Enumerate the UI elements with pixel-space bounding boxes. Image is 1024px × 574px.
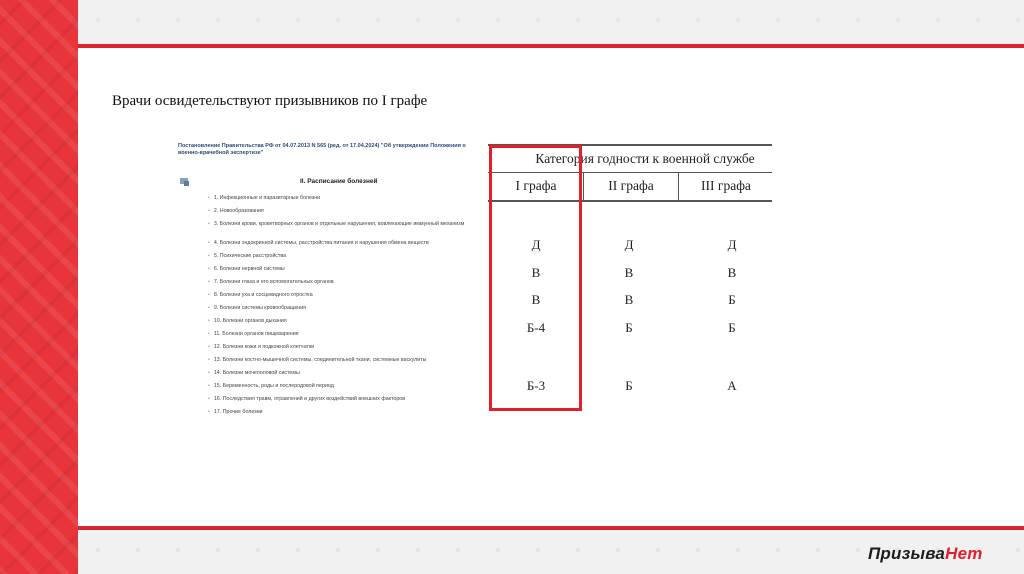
table-col-divider: [583, 172, 584, 200]
table-col-divider: [678, 172, 679, 200]
table-cell: Б: [625, 378, 633, 393]
table-cell: В: [531, 265, 541, 280]
list-item[interactable]: • 13. Болезни костно-мышечной системы, соединительной ткани, системные васкулиты: [208, 357, 427, 363]
list-item[interactable]: • 1. Инфекционные и паразитарные болезни: [208, 195, 321, 201]
list-item[interactable]: • 4. Болезни эндокринной системы, расстройства питания и нарушения обмена веществ: [208, 240, 429, 246]
document-heading: Постановление Правительства РФ от 04.07.2013 N 565 (ред. от 17.04.2024) "Об утверждении Положения о военно-врачебной экспертизе": [178, 143, 466, 156]
slide-title: Врачи освидетельствуют призывников по I графе: [112, 93, 428, 109]
highlight-frame: [489, 145, 582, 411]
list-item[interactable]: • 2. Новообразования: [208, 208, 264, 214]
logo-part-2: Нет: [945, 544, 983, 563]
list-item[interactable]: • 10. Болезни органов дыхания: [208, 318, 287, 324]
table-cell: Б: [728, 292, 736, 307]
brand-logo: [868, 544, 983, 564]
table-cell: Б-3: [526, 378, 546, 393]
table-caption: Категория годности к военной службе: [535, 151, 755, 166]
list-item[interactable]: • 17. Прочие болезни: [208, 409, 263, 415]
table-cell: В: [727, 265, 737, 280]
list-item[interactable]: • 12. Болезни кожи и подкожной клетчатки: [208, 344, 315, 350]
table-cell: В: [624, 265, 634, 280]
section-title: II. Расписание болезней: [300, 178, 378, 185]
list-item[interactable]: • 3. Болезни крови, кроветворных органов и отдельные нарушения, вовлекающие иммунный механизм: [208, 221, 465, 227]
list-item[interactable]: • 6. Болезни нервной системы: [208, 266, 285, 272]
left-decorative-band: [0, 0, 78, 574]
list-item[interactable]: • 14. Болезни мочеполовой системы: [208, 370, 300, 376]
table-cell: Б: [625, 320, 633, 335]
table-cell: Д: [531, 237, 541, 252]
table-cell: А: [727, 378, 737, 393]
list-item[interactable]: • 5. Психические расстройства: [208, 253, 287, 259]
document-screenshot: [178, 143, 478, 415]
column-header: II графа: [608, 178, 654, 193]
column-header: I графа: [515, 178, 557, 193]
list-item[interactable]: • 15. Беременность, роды и послеродовой период: [208, 383, 334, 389]
table-cell: Б-4: [526, 320, 546, 335]
table-cell: Д: [624, 237, 634, 252]
table-cell: Б: [728, 320, 736, 335]
list-item[interactable]: • 9. Болезни системы кровообращения: [208, 305, 307, 311]
column-header: III графа: [701, 178, 751, 193]
table-cell: Д: [727, 237, 737, 252]
list-item[interactable]: • 8. Болезни уха и сосцевидного отростка: [208, 292, 313, 298]
document-icon-overlay: [184, 181, 189, 186]
table-cell: В: [624, 292, 634, 307]
list-item[interactable]: • 7. Болезни глаза и его вспомогательных органов: [208, 279, 334, 285]
logo-part-1: Призыва: [868, 544, 946, 563]
top-pattern-strip: [78, 0, 1024, 44]
table-cell: В: [531, 292, 541, 307]
list-item[interactable]: • 16. Последствия травм, отравлений и других воздействий внешних факторов: [208, 396, 406, 402]
list-item[interactable]: • 11. Болезни органов пищеварения: [208, 331, 299, 337]
